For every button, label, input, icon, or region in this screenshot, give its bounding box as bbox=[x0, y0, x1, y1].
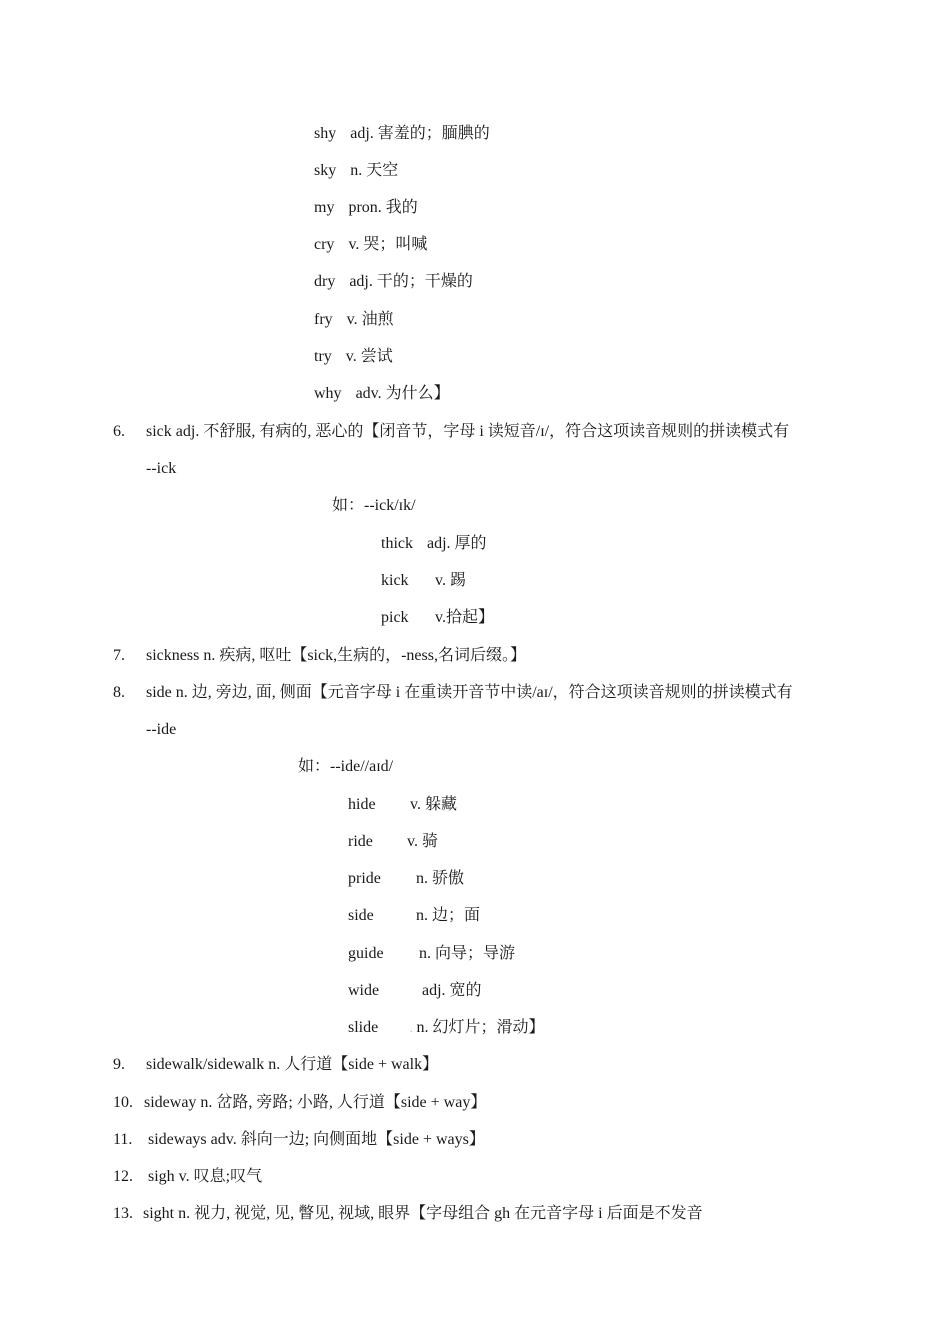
entry-number: 8. bbox=[113, 684, 125, 701]
word: guide bbox=[348, 945, 384, 962]
definition: v. 踢 bbox=[435, 572, 466, 589]
entry-number: 11. bbox=[113, 1131, 133, 1148]
definition: n. 向导；导游 bbox=[419, 945, 516, 962]
entry-text-continued: --ick bbox=[146, 460, 177, 477]
word-row bbox=[348, 795, 457, 815]
word-row bbox=[348, 944, 515, 964]
word-row bbox=[314, 198, 418, 218]
word: shy bbox=[314, 125, 337, 142]
word-row bbox=[381, 571, 466, 591]
word-row bbox=[314, 310, 394, 330]
word: fry bbox=[314, 311, 333, 328]
word: pride bbox=[348, 870, 381, 887]
entry-text: sideways adv. 斜向一边; 向侧面地【side + ways】 bbox=[148, 1131, 485, 1148]
word: why bbox=[314, 385, 342, 402]
entry-text: sidewalk/sidewalk n. 人行道【side + walk】 bbox=[146, 1056, 439, 1073]
definition: pron. 我的 bbox=[348, 199, 418, 216]
entry-number: 12. bbox=[113, 1168, 133, 1185]
definition: v. 油煎 bbox=[346, 311, 394, 328]
word: kick bbox=[381, 572, 409, 589]
word-row bbox=[348, 906, 480, 926]
entry-text: sideway n. 岔路, 旁路; 小路, 人行道【side + way】 bbox=[144, 1094, 487, 1111]
definition: adj. 干的；干燥的 bbox=[349, 273, 473, 290]
word-row bbox=[314, 161, 398, 181]
definition: n. 骄傲 bbox=[416, 870, 465, 887]
word-row bbox=[348, 1018, 545, 1040]
definition: v. 躲藏 bbox=[410, 796, 457, 813]
word-row bbox=[348, 869, 464, 889]
word: pick bbox=[381, 609, 409, 626]
word-row bbox=[381, 608, 494, 628]
example-label: 如：--ide//aɪd/ bbox=[298, 758, 394, 775]
entry-number: 10. bbox=[113, 1094, 133, 1111]
word: wide bbox=[348, 982, 380, 999]
word: cry bbox=[314, 236, 335, 253]
definition: n. 天空 bbox=[350, 162, 399, 179]
word-row bbox=[348, 981, 482, 1001]
word: hide bbox=[348, 796, 376, 813]
definition: v.拾起】 bbox=[435, 609, 494, 626]
entry-number: 9. bbox=[113, 1056, 125, 1073]
entry-number: 6. bbox=[113, 423, 125, 440]
word: dry bbox=[314, 273, 336, 290]
entry-number: 13. bbox=[113, 1205, 133, 1222]
definition: v. 哭；叫喊 bbox=[348, 236, 428, 253]
entry-text: side n. 边, 旁边, 面, 侧面【元音字母 i 在重读开音节中读/aɪ/，符合这项读音规则的拼读模式有 bbox=[146, 684, 793, 701]
entry-number: 7. bbox=[113, 647, 125, 664]
word-row bbox=[314, 124, 490, 144]
word-row bbox=[314, 235, 427, 255]
entry-text: sight n. 视力, 视觉, 见, 瞥见, 视域, 眼界【字母组合 gh 在元音字母 i 后面是不发音 bbox=[143, 1205, 703, 1222]
definition: n. 幻灯片；滑动】 bbox=[416, 1019, 545, 1036]
word: side bbox=[348, 907, 374, 924]
word-row bbox=[314, 347, 393, 367]
word: thick bbox=[381, 535, 413, 552]
word-row bbox=[314, 384, 450, 404]
word: ride bbox=[348, 833, 373, 850]
definition: adv. 为什么】 bbox=[355, 385, 450, 402]
definition: n. 边；面 bbox=[416, 907, 481, 924]
example-label: 如：--ick/ɪk/ bbox=[332, 497, 416, 514]
definition: v. 骑 bbox=[407, 833, 438, 850]
entry-text: sigh v. 叹息;叹气 bbox=[148, 1168, 263, 1185]
word-row bbox=[381, 534, 487, 554]
entry-text: sick adj. 不舒服, 有病的, 恶心的【闭音节，字母 i 读短音/ɪ/，符合这项读音规则的拼读模式有 bbox=[146, 423, 790, 440]
definition: v. 尝试 bbox=[345, 348, 393, 365]
definition: adj. 厚的 bbox=[427, 535, 487, 552]
word-row bbox=[314, 272, 473, 292]
definition: adj. 宽的 bbox=[422, 982, 482, 999]
word: my bbox=[314, 199, 335, 216]
word: sky bbox=[314, 162, 337, 179]
word: try bbox=[314, 348, 332, 365]
definition: adj. 害羞的；腼腆的 bbox=[350, 125, 490, 142]
entry-text-continued: --ide bbox=[146, 721, 177, 738]
entry-text: sickness n. 疾病, 呕吐【sick,生病的，-ness,名词后缀。】 bbox=[146, 647, 526, 664]
word-row bbox=[348, 832, 438, 852]
dot-mark: . bbox=[410, 1024, 413, 1035]
word: slide bbox=[348, 1019, 379, 1036]
